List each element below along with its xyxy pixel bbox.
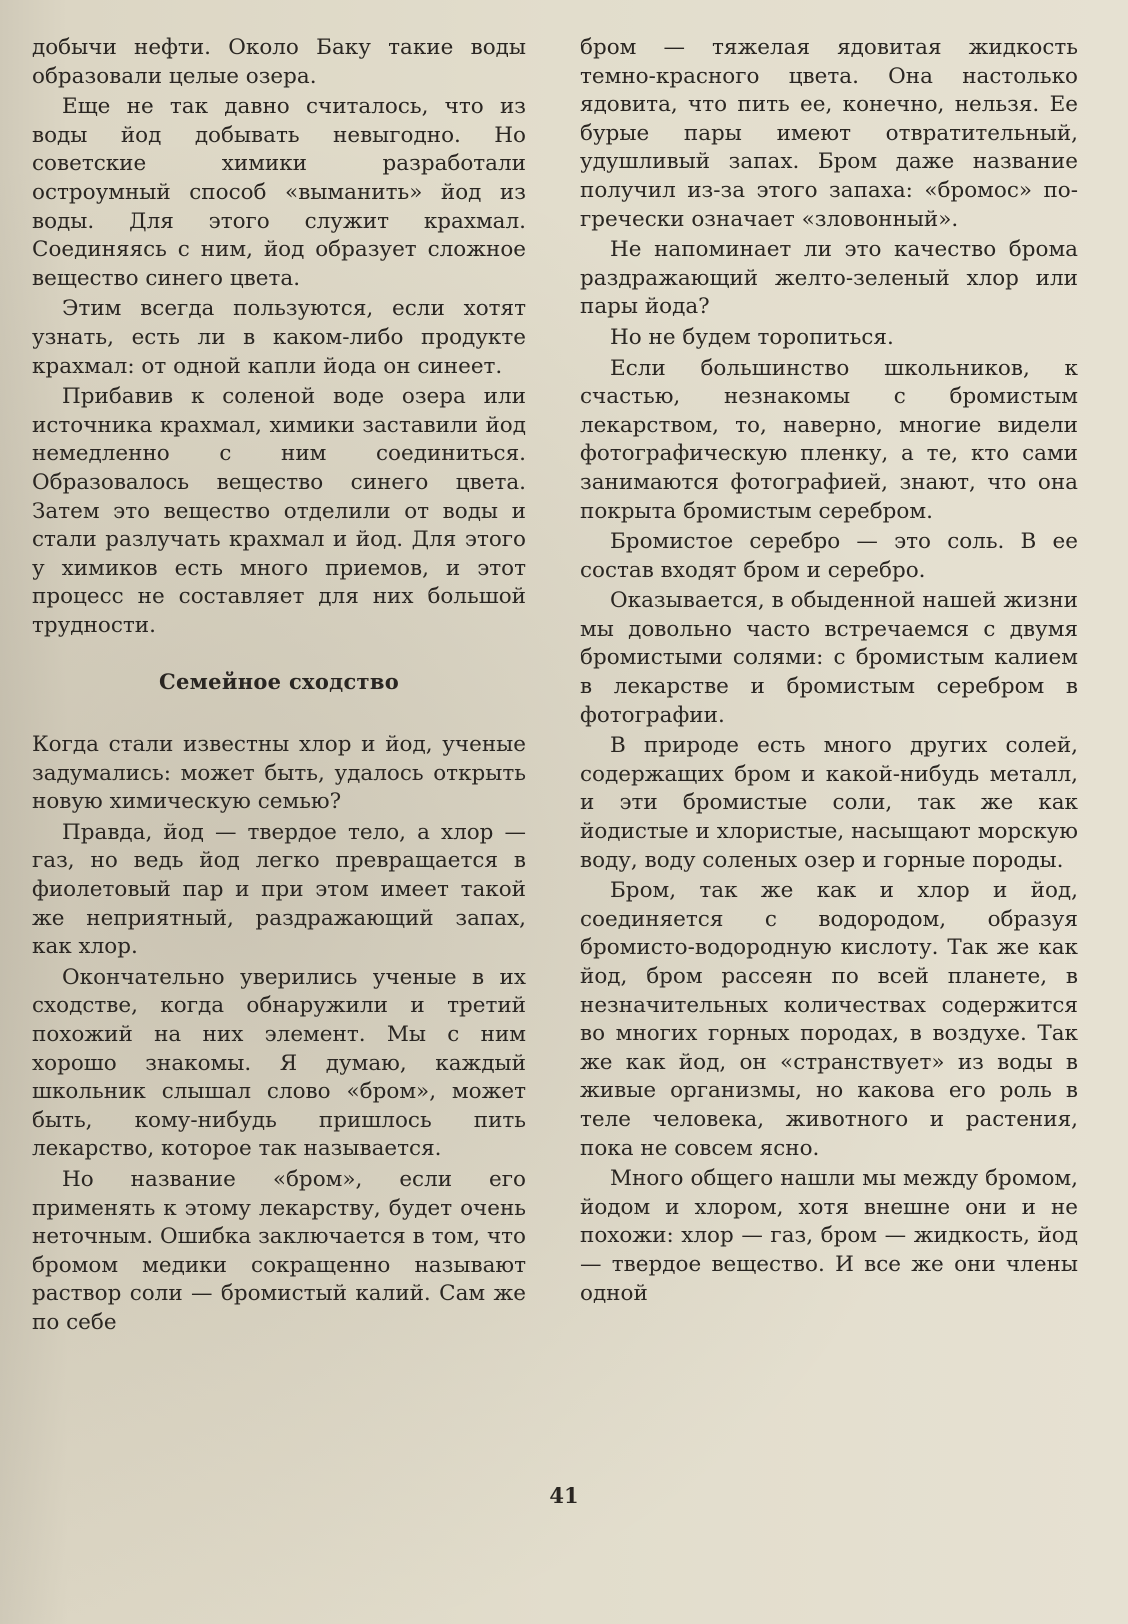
left-column (32, 34, 526, 1340)
paragraph: Бром, так же как и хлор и йод, соединяется с водородом, образуя бромисто-водородную кислоту. Так же как йод, бром рассеян по всей планете, в незначительных количествах содержится во многих горных породах, в воздухе. Так же как йод, он «странствует» из воды в живые организмы, но какова его роль в теле человека, животного и растения, пока не совсем ясно. (580, 878, 1078, 1161)
paragraph: Когда стали известны хлор и йод, ученые задумались: может быть, удалось открыть новую химическую семью? (32, 732, 526, 815)
paragraph: Правда, йод — твердое тело, а хлор — газ, но ведь йод легко превращается в фиолетовый пар и при этом имеет такой же неприятный, раздражающий запах, как хлор. (32, 819, 526, 960)
paragraph: Еще не так давно считалось, что из воды йод добывать невыгодно. Но советские химики разработали остроумный способ «выманить» йод из воды. Для этого служит крахмал. Соединяясь с ним, йод образует сложное вещество синего цвета. (32, 94, 526, 291)
section-heading: Семейное сходство (158, 669, 400, 695)
paragraph: Окончательно уверились ученые в их сходстве, когда обнаружили и третий похожий на них элемент. Мы с ним хорошо знакомы. Я думаю, каждый школьник слышал слово «бром», может быть, кому-нибудь пришлось пить лекарство, которое так называется. (32, 964, 526, 1162)
page-number: 41 (549, 1483, 579, 1508)
paragraph: В природе есть много других солей, содержащих бром и какой-нибудь металл, и эти бромистые соли, так же как йодистые и хлористые, насыщают морскую воду, воду соленых озер и горные породы. (580, 733, 1078, 873)
paragraph: Этим всегда пользуются, если хотят узнать, есть ли в каком-либо продукте крахмал: от одной капли йода он синеет. (32, 296, 526, 379)
paragraph: бром — тяжелая ядовитая жидкость темно-красного цвета. Она настолько ядовита, что пить ее, конечно, нельзя. Ее бурые пары имеют отвратительный, удушливый запах. Бром даже название получил из-за этого запаха: «бромос» по-гречески означает «зловонный». (580, 35, 1078, 232)
paragraph: Не напоминает ли это качество брома раздражающий желто-зеленый хлор или пары йода? (580, 237, 1078, 320)
paragraph: Но не будем торопиться. (610, 324, 894, 350)
paragraph: Но название «бром», если его применять к этому лекарству, будет очень неточным. Ошибка заключается в том, что бромом медики сокращенно называют раствор соли — бромистый калий. Сам же по себе (32, 1166, 526, 1335)
paragraph: Прибавив к соленой воде озера или источника крахмал, химики заставили йод немедленно с ним соединиться. Образовалось вещество синего цвета. Затем это вещество отделили от воды и стали разлучать крахмал и йод. Для этого у химиков есть много приемов, и этот процесс не составляет для них большой трудности. (32, 384, 526, 638)
paragraph: Бромистое серебро — это соль. В ее состав входят бром и серебро. (580, 529, 1078, 583)
paragraph: Если большинство школьников, к счастью, незнакомы с бромистым лекарством, то, наверно, многие видели фотографическую пленку, а те, кто сами занимаются фотографией, знают, что она покрыта бромистым серебром. (580, 355, 1078, 524)
paragraph: Оказывается, в обыденной нашей жизни мы довольно часто встречаемся с двумя бромистыми солями: с бромистым калием в лекарстве и бромистым серебром в фотографии. (580, 588, 1078, 728)
paragraph: Много общего нашли мы между бромом, йодом и хлором, хотя внешне они и не похожи: хлор — газ, бром — жидкость, йод — твердое вещество. И все же они члены одной (580, 1166, 1078, 1306)
paragraph: добычи нефти. Около Баку такие воды образовали целые озера. (32, 35, 526, 89)
right-column (580, 34, 1078, 1310)
